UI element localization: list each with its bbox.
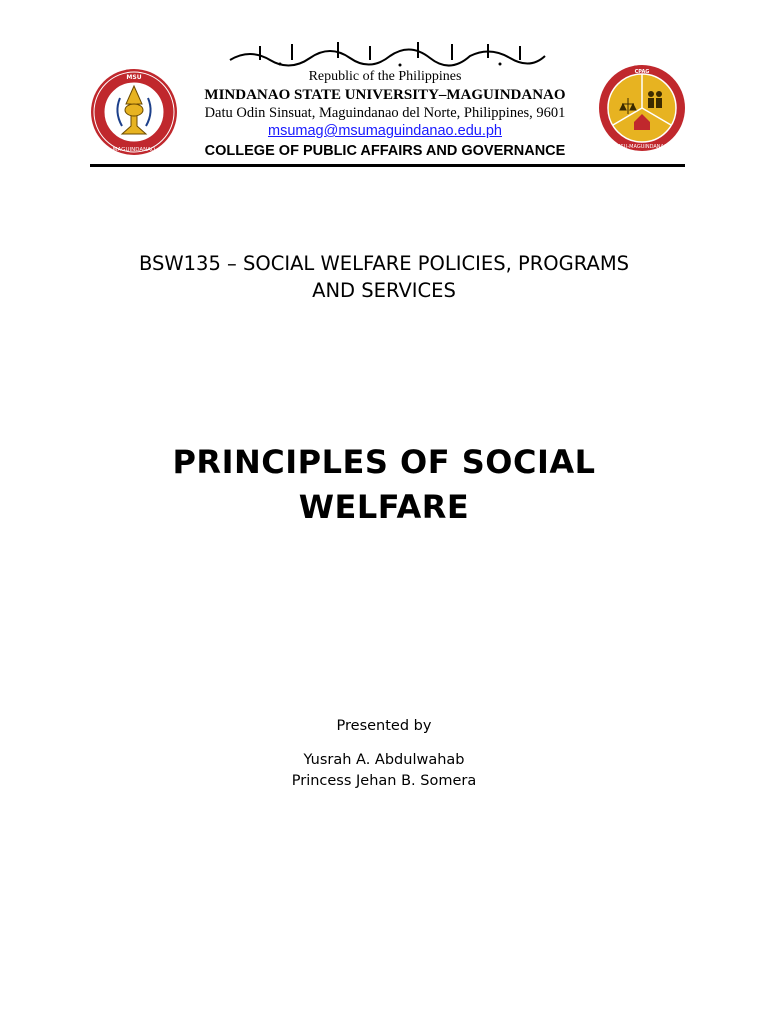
- svg-text:MSU: MSU: [126, 74, 142, 81]
- svg-text:MSU-MAGUINDANAO: MSU-MAGUINDANAO: [616, 144, 668, 150]
- author-name: Princess Jehan B. Somera: [291, 773, 477, 789]
- basmala-calligraphy: [220, 38, 550, 68]
- svg-text:MAGUINDANAO: MAGUINDANAO: [112, 147, 156, 153]
- authors-list: [100, 750, 668, 792]
- email-link[interactable]: msumag@msumaguindanao.edu.ph: [268, 123, 502, 139]
- university-name: MINDANAO STATE UNIVERSITY–MAGUINDANAO: [204, 87, 566, 103]
- author-name: Yusrah A. Abdulwahab: [303, 752, 465, 768]
- presented-by-label: Presented by: [336, 718, 432, 734]
- course-title-line-2: AND SERVICES: [312, 279, 456, 302]
- republic-line: Republic of the Philippines: [308, 69, 462, 84]
- document-title-line-2: WELFARE: [298, 488, 470, 526]
- document-title-line-1: PRINCIPLES OF SOCIAL: [172, 443, 596, 481]
- course-title: [100, 250, 668, 304]
- letterhead: [150, 68, 620, 160]
- letterhead-divider: [90, 164, 685, 167]
- course-title-line-1: BSW135 – SOCIAL WELFARE POLICIES, PROGRAMS: [138, 252, 630, 275]
- svg-text:CPAG: CPAG: [634, 69, 650, 75]
- document-title: [100, 440, 668, 530]
- university-address: Datu Odin Sinsuat, Maguindanao del Norte, Philippines, 9601: [204, 105, 566, 121]
- college-name: COLLEGE OF PUBLIC AFFAIRS AND GOVERNANCE: [204, 143, 566, 159]
